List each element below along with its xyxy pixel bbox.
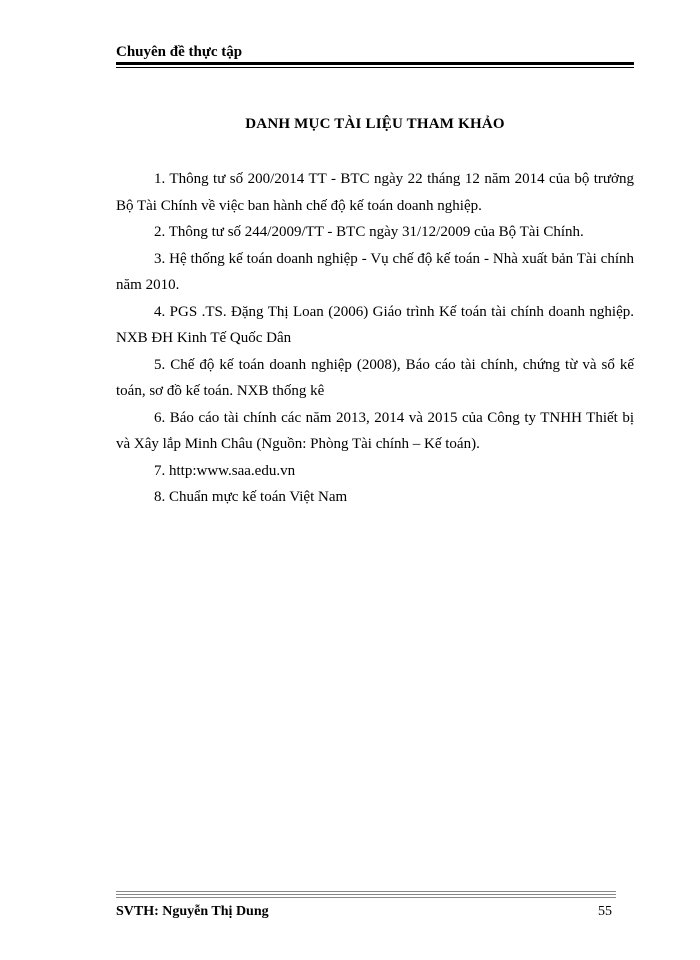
reference-item-1: 1. Thông tư số 200/2014 TT - BTC ngày 22 tháng 12 năm 2014 của bộ trưởng Bộ Tài Chính về việc ban hành chế độ kế toán doanh nghiệp. [116, 171, 634, 214]
footer-rule-top [116, 891, 616, 892]
footer-rule-middle [116, 894, 616, 895]
page-header-title: Chuyên đề thực tập [116, 44, 243, 60]
references-list [116, 166, 634, 511]
reference-item-6: 6. Báo cáo tài chính các năm 2013, 2014 và 2015 của Công ty TNHH Thiết bị và Xây lắp Minh Châu (Nguồn: Phòng Tài chính – Kế toán). [116, 409, 634, 452]
reference-item-4: 4. PGS .TS. Đặng Thị Loan (2006) Giáo trình Kế toán tài chính doanh nghiệp. NXB ĐH Kinh Tế Quốc Dân [116, 303, 634, 346]
footer-rule-bottom [116, 897, 616, 898]
footer-student-name: SVTH: Nguyễn Thị Dung [116, 904, 269, 919]
reference-item-5: 5. Chế độ kế toán doanh nghiệp (2008), Báo cáo tài chính, chứng từ và sổ kế toán, sơ đồ kế toán. NXB thống kê [116, 356, 634, 399]
header-rule-thick [116, 62, 634, 65]
reference-item-8: 8. Chuẩn mực kế toán Việt Nam [154, 489, 348, 505]
header-rule-thin [116, 67, 634, 68]
references-heading: DANH MỤC TÀI LIỆU THAM KHẢO [245, 116, 505, 132]
reference-item-7: 7. http:www.saa.edu.vn [154, 462, 296, 479]
reference-item-2: 2. Thông tư số 244/2009/TT - BTC ngày 31/12/2009 của Bộ Tài Chính. [154, 224, 584, 240]
reference-item-3: 3. Hệ thống kế toán doanh nghiệp - Vụ chế độ kế toán - Nhà xuất bản Tài chính năm 2010. [116, 250, 634, 293]
footer-page-number: 55 [598, 904, 612, 919]
